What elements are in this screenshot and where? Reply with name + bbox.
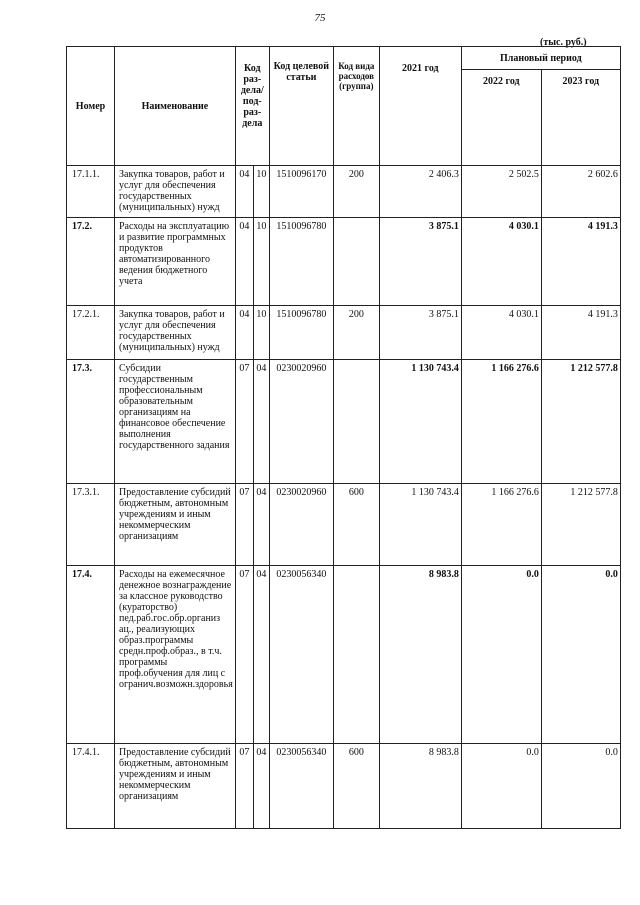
row-csr: 0230056340	[269, 744, 333, 829]
row-name: Закупка товаров, работ и услуг для обеспечения государственных (муниципальных) нужд	[115, 166, 236, 218]
table-row	[67, 484, 621, 566]
header-number: Номер	[67, 47, 115, 166]
header-vr: Код вида расходов (группа)	[333, 47, 379, 166]
row-razdel: 07	[235, 744, 253, 829]
row-vr: 600	[333, 744, 379, 829]
row-value-2022: 4 030.1	[461, 306, 541, 360]
row-value-2022: 0.0	[461, 744, 541, 829]
row-podrazdel: 04	[253, 566, 269, 744]
row-vr: 200	[333, 166, 379, 218]
row-value-2022: 0.0	[461, 566, 541, 744]
row-value-2022: 1 166 276.6	[461, 360, 541, 484]
table-row	[67, 166, 621, 218]
row-csr: 0230020960	[269, 484, 333, 566]
row-vr: 600	[333, 484, 379, 566]
row-number: 17.4.1.	[67, 744, 115, 829]
row-name: Предоставление субсидий бюджетным, автономным учреждениям и иным некоммерческим организациям	[115, 484, 236, 566]
row-csr: 1510096780	[269, 218, 333, 306]
row-csr: 1510096170	[269, 166, 333, 218]
row-razdel: 07	[235, 360, 253, 484]
row-razdel: 04	[235, 218, 253, 306]
table-row	[67, 306, 621, 360]
row-number: 17.2.1.	[67, 306, 115, 360]
row-value-2023: 0.0	[541, 744, 620, 829]
row-value-2021: 8 983.8	[379, 566, 461, 744]
row-razdel: 07	[235, 566, 253, 744]
row-podrazdel: 10	[253, 218, 269, 306]
header-2021: 2021 год	[379, 47, 461, 166]
row-name: Закупка товаров, работ и услуг для обеспечения государственных (муниципальных) нужд	[115, 306, 236, 360]
row-value-2021: 2 406.3	[379, 166, 461, 218]
row-number: 17.3.	[67, 360, 115, 484]
row-value-2022: 2 502.5	[461, 166, 541, 218]
table-row	[67, 566, 621, 744]
row-vr	[333, 218, 379, 306]
row-value-2023: 1 212 577.8	[541, 484, 620, 566]
header-name: Наименование	[115, 47, 236, 166]
row-podrazdel: 10	[253, 306, 269, 360]
row-vr	[333, 360, 379, 484]
row-number: 17.3.1.	[67, 484, 115, 566]
row-name: Субсидии государственным профессиональным образовательным организациям на финансовое обеспечение выполнения государственного задания	[115, 360, 236, 484]
row-number: 17.4.	[67, 566, 115, 744]
row-value-2023: 0.0	[541, 566, 620, 744]
header-razdel: Код раз-дела/ под-раз-дела	[235, 47, 269, 166]
row-name: Расходы на эксплуатацию и развитие программных продуктов автоматизированного ведения бюджетного учета	[115, 218, 236, 306]
row-value-2022: 4 030.1	[461, 218, 541, 306]
header-csr: Код целевой статьи	[269, 47, 333, 166]
row-value-2021: 8 983.8	[379, 744, 461, 829]
units-label: (тыс. руб.)	[540, 37, 587, 48]
header-plan-period: Плановый период	[461, 47, 620, 70]
row-razdel: 04	[235, 306, 253, 360]
table-row	[67, 744, 621, 829]
budget-table	[66, 46, 621, 829]
row-podrazdel: 04	[253, 360, 269, 484]
row-number: 17.2.	[67, 218, 115, 306]
row-number: 17.1.1.	[67, 166, 115, 218]
row-razdel: 07	[235, 484, 253, 566]
header-2023: 2023 год	[541, 70, 620, 166]
row-value-2023: 2 602.6	[541, 166, 620, 218]
row-value-2023: 1 212 577.8	[541, 360, 620, 484]
table-row	[67, 218, 621, 306]
row-value-2021: 1 130 743.4	[379, 484, 461, 566]
row-value-2021: 3 875.1	[379, 218, 461, 306]
table-row	[67, 360, 621, 484]
row-razdel: 04	[235, 166, 253, 218]
row-value-2023: 4 191.3	[541, 306, 620, 360]
row-csr: 0230020960	[269, 360, 333, 484]
row-csr: 1510096780	[269, 306, 333, 360]
row-name: Предоставление субсидий бюджетным, автономным учреждениям и иным некоммерческим организациям	[115, 744, 236, 829]
page-number: 75	[314, 12, 326, 24]
row-vr: 200	[333, 306, 379, 360]
row-value-2023: 4 191.3	[541, 218, 620, 306]
row-name: Расходы на ежемесячное денежное вознаграждение за классное руководство (кураторство) пед.раб.гос.обр.организ ац., реализующих образ.программы средн.проф.образ., в т.ч. программы проф.обучения для лиц с огранич.возможн.здоровья	[115, 566, 236, 744]
row-csr: 0230056340	[269, 566, 333, 744]
row-value-2021: 1 130 743.4	[379, 360, 461, 484]
row-vr	[333, 566, 379, 744]
row-podrazdel: 10	[253, 166, 269, 218]
header-2022: 2022 год	[461, 70, 541, 166]
row-podrazdel: 04	[253, 744, 269, 829]
row-podrazdel: 04	[253, 484, 269, 566]
row-value-2021: 3 875.1	[379, 306, 461, 360]
row-value-2022: 1 166 276.6	[461, 484, 541, 566]
